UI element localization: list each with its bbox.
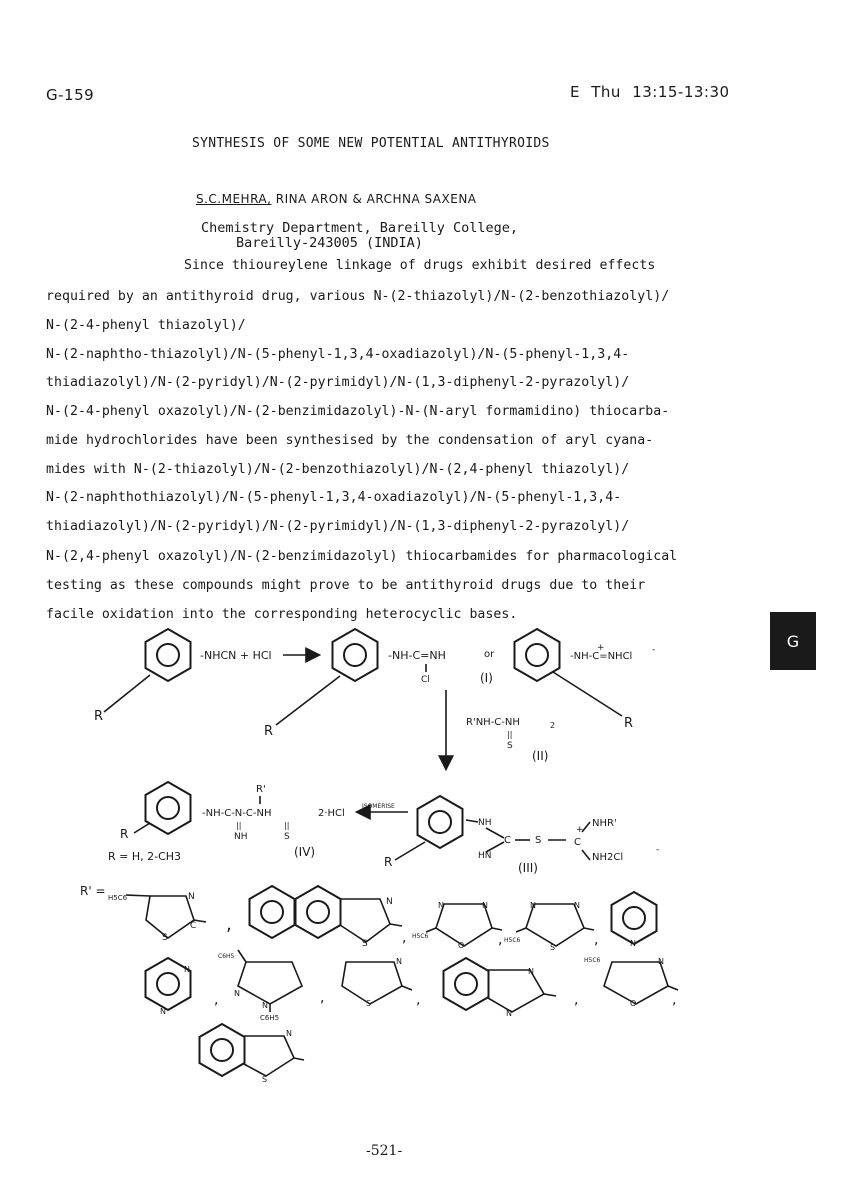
abstract-code: G-159 bbox=[46, 86, 95, 104]
r-substituent-label: R bbox=[624, 716, 634, 731]
iii-nhr-label: NHR' bbox=[592, 818, 617, 829]
separator-comma: , bbox=[416, 992, 421, 1008]
thiourea-subscript: 2 bbox=[550, 721, 556, 730]
iii-anion: - bbox=[656, 845, 660, 855]
separator-comma: , bbox=[226, 914, 232, 935]
benzene-ring bbox=[146, 629, 191, 681]
separator-comma: , bbox=[498, 932, 503, 948]
r-substituent-label: R bbox=[384, 855, 393, 869]
phenyl-label: H5C6 bbox=[412, 933, 429, 940]
product-iv-tail: 2·HCl bbox=[318, 808, 345, 819]
r-substituent-label: R bbox=[94, 709, 104, 724]
benzimidazole-n: N bbox=[506, 1009, 512, 1018]
iii-imine-label: HN bbox=[478, 851, 492, 861]
oxazole-n: N bbox=[658, 957, 664, 966]
thiadiazole-n: N bbox=[530, 901, 536, 910]
separator-comma: , bbox=[672, 992, 677, 1008]
benzene-ring bbox=[200, 1024, 245, 1076]
r-prime-definition: R' = bbox=[80, 884, 106, 898]
thiazole-n: N bbox=[396, 957, 402, 966]
paper-title: SYNTHESIS OF SOME NEW POTENTIAL ANTITHYROIDS bbox=[192, 136, 550, 151]
co-authors: RINA ARON & ARCHNA SAXENA bbox=[271, 192, 477, 206]
isomerise-label: ISOMERISE bbox=[362, 803, 395, 810]
benzene-ring bbox=[296, 886, 341, 938]
product-sulfur: S bbox=[284, 832, 290, 842]
presenting-author: S.C.MEHRA, bbox=[196, 192, 272, 206]
abstract-line: N-(2-4-phenyl oxazolyl)/N-(2-benzimidazolyl)-N-(N-aryl formamidino) thiocarba- bbox=[46, 404, 670, 419]
r-definition: R = H, 2-CH3 bbox=[108, 850, 182, 863]
iii-nh-label: NH bbox=[478, 818, 492, 828]
oxadiazole-n: N bbox=[438, 901, 444, 910]
session-time: E Thu 13:15-13:30 bbox=[570, 83, 730, 101]
benzimidazole-n: N bbox=[528, 967, 534, 976]
r-substituent-label: R bbox=[264, 724, 274, 739]
abstract-line: facile oxidation into the corresponding heterocyclic bases. bbox=[46, 607, 518, 622]
separator-comma: , bbox=[214, 992, 219, 1008]
abstract-line: N-(2-naphtho-thiazolyl)/N-(5-phenyl-1,3,4-oxadiazolyl)/N-(5-phenyl-1,3,4- bbox=[46, 347, 630, 362]
compound-label-iii: (III) bbox=[518, 861, 538, 875]
phenyl-label: H5C6 bbox=[504, 937, 521, 944]
thiazole-n: N bbox=[188, 892, 195, 902]
affiliation-line-2: Bareilly-243005 (INDIA) bbox=[236, 235, 423, 251]
thiadiazole-n: N bbox=[574, 901, 580, 910]
iii-amidine-carbon: C bbox=[574, 837, 581, 848]
iii-nh2cl-label: NH2Cl bbox=[592, 852, 624, 863]
benzothiazole-s: S bbox=[262, 1075, 268, 1084]
section-tab: G bbox=[770, 612, 816, 670]
oxadiazole-o: O bbox=[458, 941, 465, 950]
pyrimidine-n: N bbox=[184, 965, 190, 974]
pyrazole-n: N bbox=[234, 989, 240, 998]
thione-double-bond: || bbox=[284, 821, 290, 830]
pyrimidine-n: N bbox=[160, 1007, 166, 1016]
affiliation-line-1: Chemistry Department, Bareilly College, bbox=[201, 220, 518, 236]
salt-anion: - bbox=[652, 645, 656, 655]
thiourea-sulfur: S bbox=[507, 741, 513, 751]
thiadiazole-s: S bbox=[550, 943, 556, 952]
salt-formula: -NH-C=NHCl bbox=[570, 651, 633, 662]
benzene-ring bbox=[515, 629, 560, 681]
oxadiazole-n: N bbox=[482, 901, 488, 910]
thiazole-c: C bbox=[190, 921, 197, 931]
naphtho-n: N bbox=[386, 897, 393, 907]
compound-label-i: (I) bbox=[480, 671, 493, 685]
oxazole-o: O bbox=[630, 999, 637, 1008]
compound-label-iv: (IV) bbox=[294, 845, 316, 859]
naphtho-s: S bbox=[362, 939, 368, 949]
product-iv-formula: -NH-C-N-C-NH bbox=[202, 808, 272, 819]
iii-carbon-label: C bbox=[504, 835, 511, 846]
compound-label-ii: (II) bbox=[532, 749, 549, 763]
benzene-ring bbox=[146, 782, 191, 834]
abstract-line: testing as these compounds might prove to be antithyroid drugs due to their bbox=[46, 578, 646, 593]
benzene-ring bbox=[444, 958, 489, 1010]
separator-comma: , bbox=[402, 930, 407, 946]
thiourea-formula: R'NH-C-NH bbox=[466, 717, 520, 728]
thiourea-double-bond: || bbox=[507, 730, 513, 739]
imine-double-bond: || bbox=[236, 821, 242, 830]
abstract-line: mides with N-(2-thiazolyl)/N-(2-benzothiazolyl)/N-(2,4-phenyl thiazolyl)/ bbox=[46, 462, 630, 477]
abstract-line: N-(2-4-phenyl thiazolyl)/ bbox=[46, 318, 246, 333]
intermediate-formula: -NH-C=NH bbox=[388, 649, 446, 662]
phenyl-label: H5C6 bbox=[584, 957, 601, 964]
abstract-line: Since thioureylene linkage of drugs exhibit desired effects bbox=[184, 258, 656, 273]
pyridine-ring bbox=[612, 892, 657, 944]
separator-comma: , bbox=[594, 932, 599, 948]
abstract-line: thiadiazolyl)/N-(2-pyridyl)/N-(2-pyrimidyl)/N-(1,3-diphenyl-2-pyrazolyl)/ bbox=[46, 519, 630, 534]
thiazole-s: S bbox=[366, 999, 372, 1008]
pyrazole-n: N bbox=[262, 1001, 268, 1010]
separator-comma: , bbox=[320, 990, 325, 1006]
salt-charge: + bbox=[597, 643, 605, 653]
iii-sulfur-label: S bbox=[535, 835, 542, 846]
pyrazole-phenyl: C6H5 bbox=[218, 953, 235, 960]
benzene-ring bbox=[418, 796, 463, 848]
abstract-line: required by an antithyroid drug, various N-(2-thiazolyl)/N-(2-benzothiazolyl)/ bbox=[46, 289, 670, 304]
abstract-line: N-(2-naphthothiazolyl)/N-(5-phenyl-1,3,4-oxadiazolyl)/N-(5-phenyl-1,3,4- bbox=[46, 490, 622, 505]
reagent-cyanamide: -NHCN + HCl bbox=[200, 649, 272, 662]
or-label: or bbox=[484, 649, 495, 660]
benzene-ring bbox=[333, 629, 378, 681]
page-number: -521- bbox=[366, 1143, 403, 1159]
product-imine: NH bbox=[234, 832, 248, 842]
thiazole-s: S bbox=[162, 933, 168, 943]
abstract-line: thiadiazolyl)/N-(2-pyridyl)/N-(2-pyrimidyl)/N-(1,3-diphenyl-2-pyrazolyl)/ bbox=[46, 375, 630, 390]
benzothiazole-n: N bbox=[286, 1029, 292, 1038]
benzene-ring bbox=[250, 886, 295, 938]
separator-comma: , bbox=[574, 992, 579, 1008]
abstract-line: N-(2,4-phenyl oxazolyl)/N-(2-benzimidazolyl) thiocarbamides for pharmacological bbox=[46, 549, 678, 564]
iii-charge: + bbox=[576, 825, 584, 835]
r-substituent-label: R bbox=[120, 827, 129, 841]
abstract-line: mide hydrochlorides have been synthesised by the condensation of aryl cyana- bbox=[46, 433, 654, 448]
pyridine-n: N bbox=[630, 939, 636, 948]
product-r-prime: R' bbox=[256, 784, 266, 795]
intermediate-chloride: Cl bbox=[421, 675, 430, 685]
phenyl-label: H5C6 bbox=[108, 894, 128, 902]
pyrazole-phenyl: C6H5 bbox=[260, 1014, 280, 1022]
